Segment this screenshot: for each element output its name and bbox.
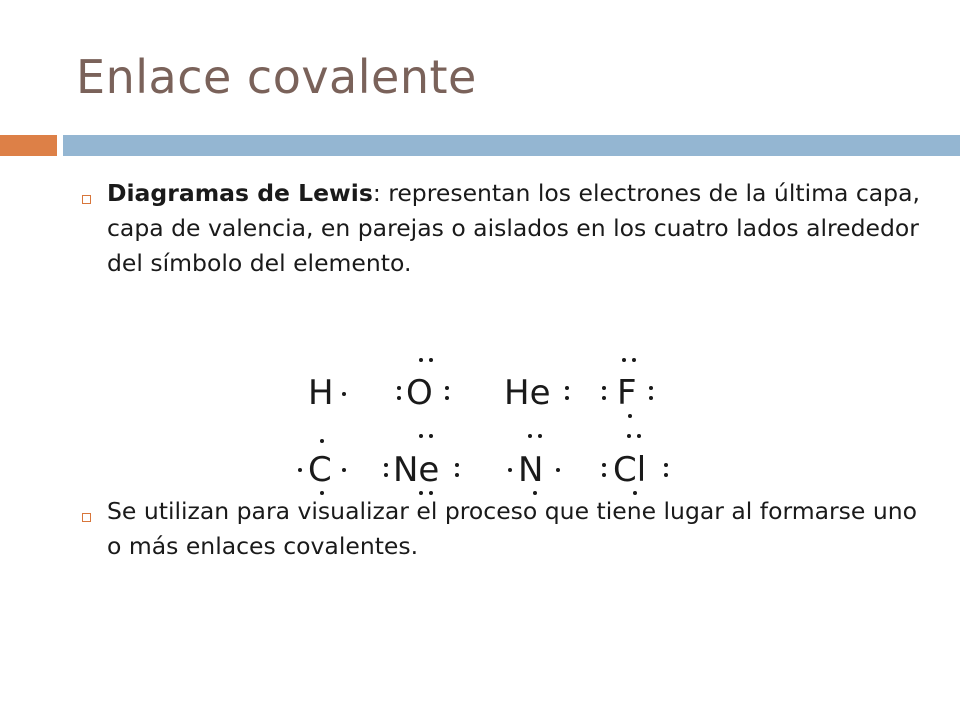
lewis-electron-dot — [565, 396, 569, 400]
lewis-electron-dot — [602, 463, 606, 467]
lewis-electron-dot — [445, 386, 449, 390]
lewis-electron-dot — [632, 358, 636, 362]
lewis-electron-dot — [429, 434, 433, 438]
lewis-symbol-H: H — [308, 373, 334, 413]
lewis-electron-dot — [298, 468, 302, 472]
lewis-symbol-Cl: Cl — [613, 450, 647, 490]
lewis-electron-dot — [602, 386, 606, 390]
lewis-symbol-N: N — [518, 450, 544, 490]
lewis-electron-dot — [628, 414, 632, 418]
accent-bar-orange — [0, 135, 57, 156]
lewis-symbol-He: He — [504, 373, 551, 413]
bullet-paragraph-usage: Se utilizan para visualizar el proceso que tiene lugar al formarse uno o más enlaces covalentes. — [107, 497, 917, 560]
lewis-electron-dot — [445, 396, 449, 400]
lewis-symbol-F: F — [617, 373, 637, 413]
lewis-electron-dot — [397, 396, 401, 400]
bullet-bold-term: Diagramas de Lewis — [107, 179, 373, 207]
lewis-electron-dot — [637, 434, 641, 438]
lewis-electron-dot — [538, 434, 542, 438]
lewis-electron-dot — [649, 386, 653, 390]
lewis-electron-dot — [664, 473, 668, 477]
square-bullet-icon — [82, 513, 91, 522]
lewis-diagrams — [280, 340, 700, 510]
lewis-electron-dot — [649, 396, 653, 400]
bullet-text: : representan los electrones de la última capa, capa de valencia, en parejas o aislados en los cuatro lados alrededor del símbolo del elemento. — [107, 179, 920, 277]
lewis-electron-dot — [384, 473, 388, 477]
lewis-electron-dot — [320, 439, 324, 443]
lewis-electron-dot — [528, 434, 532, 438]
lewis-electron-dot — [508, 468, 512, 472]
accent-bar-blue — [63, 135, 960, 156]
lewis-electron-dot — [384, 463, 388, 467]
lewis-symbol-O: O — [406, 373, 433, 413]
lewis-electron-dot — [342, 468, 346, 472]
lewis-electron-dot — [455, 473, 459, 477]
lewis-electron-dot — [419, 358, 423, 362]
square-bullet-icon — [82, 195, 91, 204]
lewis-electron-dot — [622, 358, 626, 362]
lewis-electron-dot — [429, 358, 433, 362]
lewis-electron-dot — [397, 386, 401, 390]
slide-title: Enlace covalente — [76, 50, 477, 104]
bullet-paragraph-lewis — [107, 176, 927, 281]
lewis-electron-dot — [342, 392, 346, 396]
lewis-symbol-C: C — [308, 450, 332, 490]
lewis-diagrams-svg — [280, 340, 700, 510]
lewis-electron-dot — [419, 434, 423, 438]
lewis-electron-dot — [455, 463, 459, 467]
lewis-electron-dot — [602, 396, 606, 400]
lewis-electron-dot — [627, 434, 631, 438]
lewis-electron-dot — [664, 463, 668, 467]
lewis-electron-dot — [602, 473, 606, 477]
lewis-electron-dot — [556, 468, 560, 472]
lewis-symbol-Ne: Ne — [393, 450, 440, 490]
lewis-electron-dot — [565, 386, 569, 390]
